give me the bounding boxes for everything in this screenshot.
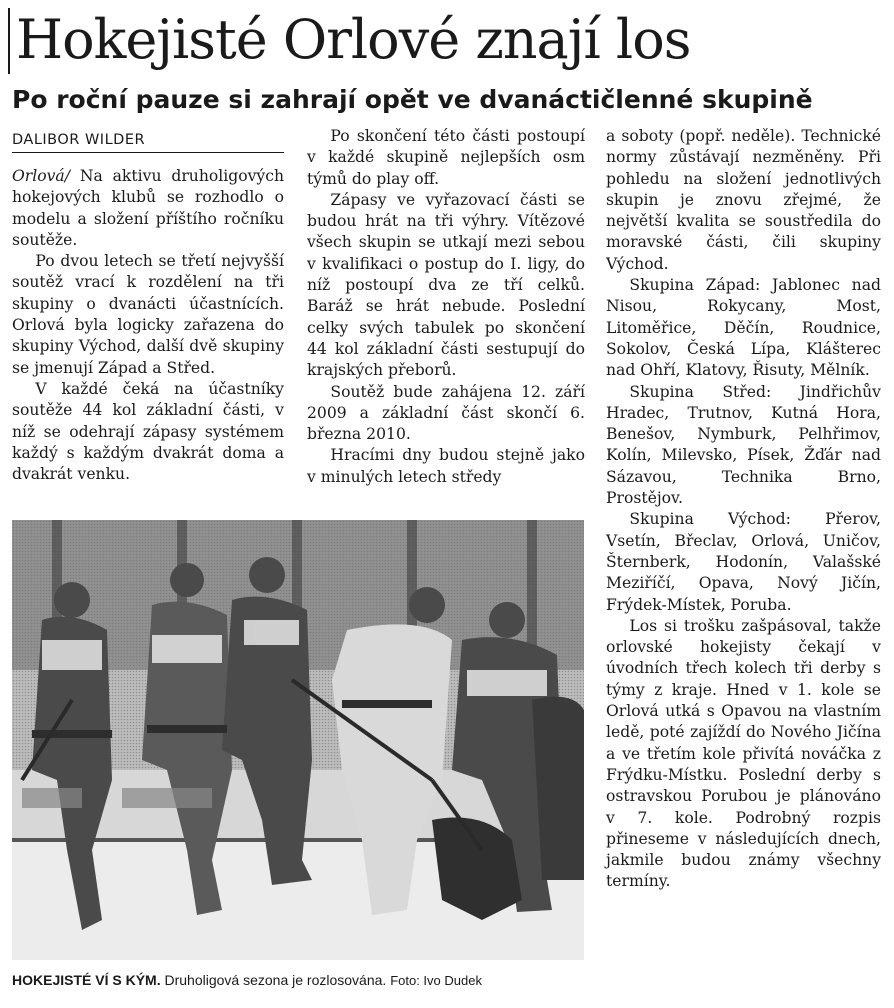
hockey-players-image xyxy=(12,520,584,960)
paragraph: a soboty (popř. neděle). Technické normy zůstávají nezměněny. Při pohledu na složení jednotlivých skupin je znovu zřejmé, že největší kvalita se soustředila do moravské části, čili skupiny Východ. xyxy=(606,127,881,273)
paragraph: Soutěž bude zahájena 12. září 2009 a základní část skončí 6. března 2010. xyxy=(307,382,585,444)
photo-credit: Foto: Ivo Dudek xyxy=(390,973,482,988)
paragraph: Skupina Západ: Jablonec nad Nisou, Rokycany, Most, Litoměřice, Děčín, Roudnice, Sokolov, Česká Lípa, Klášterec nad Ohří, Klatovy, Řisuty, Mělník. xyxy=(606,276,881,380)
caption-text: Druholigová sezona je rozlosována. xyxy=(164,972,387,988)
paragraph: Hracími dny budou stejně jako v minulých letech středy xyxy=(307,446,585,486)
paragraph: Zápasy ve vyřazovací části se budou hrát na tři výhry. Vítězové všech skupin se utkají mezi sebou v kvalifikaci o postup do I. ligy, do níž postoupí dva ze tří celků. Baráž se hrát nebude. Poslední celky svých tabulek po skončení 44 kol základní části sestupují do krajských přeborů. xyxy=(307,190,585,380)
paragraph: Po dvou letech se třetí nejvyšší soutěž vrací k rozdělení na tři skupiny o dvanácti účastnících. Orlová byla logicky zařazena do skupiny Východ, další dvě skupiny se jmenují Západ a Střed. xyxy=(12,252,284,377)
column-2 xyxy=(307,126,585,488)
byline: DALIBOR WILDER xyxy=(12,130,284,153)
paragraph: Skupina Střed: Jindřichův Hradec, Trutnov, Kutná Hora, Benešov, Nymburk, Pelhřimov, Kolín, Milevsko, Písek, Žďár nad Sázavou, Technika Brno, Prostějov. xyxy=(606,382,881,508)
photo-caption xyxy=(12,968,592,993)
paragraph xyxy=(12,166,284,251)
headline-rule xyxy=(8,8,10,74)
dateline: Orlová/ xyxy=(12,167,70,185)
hockey-photo xyxy=(12,520,584,960)
paragraph: Skupina Východ: Přerov, Vsetín, Břeclav, Orlová, Uničov, Šternberk, Hodonín, Valašské Meziříčí, Opava, Nový Jičín, Frýdek-Místek, Poruba. xyxy=(606,510,881,614)
paragraph: Po skončení této části postoupí v každé skupině nejlepších osm týmů do play off. xyxy=(307,127,585,188)
paragraph-text: Na aktivu druholigových hokejových klubů se rozhodlo o modelu a složení příštího ročníku soutěže. xyxy=(12,167,284,249)
headline: Hokejisté Orlové znají los xyxy=(16,8,691,71)
caption-lead: HOKEJISTÉ VÍ S KÝM. xyxy=(12,972,161,988)
column-1 xyxy=(12,166,284,485)
column-3 xyxy=(606,126,881,893)
subheadline: Po roční pauze si zahrají opět ve dvanáctičlenné skupině xyxy=(12,85,813,114)
paragraph: V každé čeká na účastníky soutěže 44 kol základní části, v níž se odehrají zápasy systémem každý s každým dvakrát doma a dvakrát venku. xyxy=(12,379,284,484)
paragraph: Los si trošku zašpásoval, takže orlovské hokejisty čekají v úvodních třech kolech tři derby s týmy z kraje. Hned v 1. kole se Orlová utká s Opavou na vlastním ledě, poté zajíždí do Nového Jičína a ve třetím kole přivítá nováčka z Frýdku-Místku. Poslední derby s ostravskou Porubou je plánováno v 7. kole. Podrobný rozpis přineseme v následujících dnech, jakmile budou známy všechny termíny. xyxy=(606,616,881,891)
